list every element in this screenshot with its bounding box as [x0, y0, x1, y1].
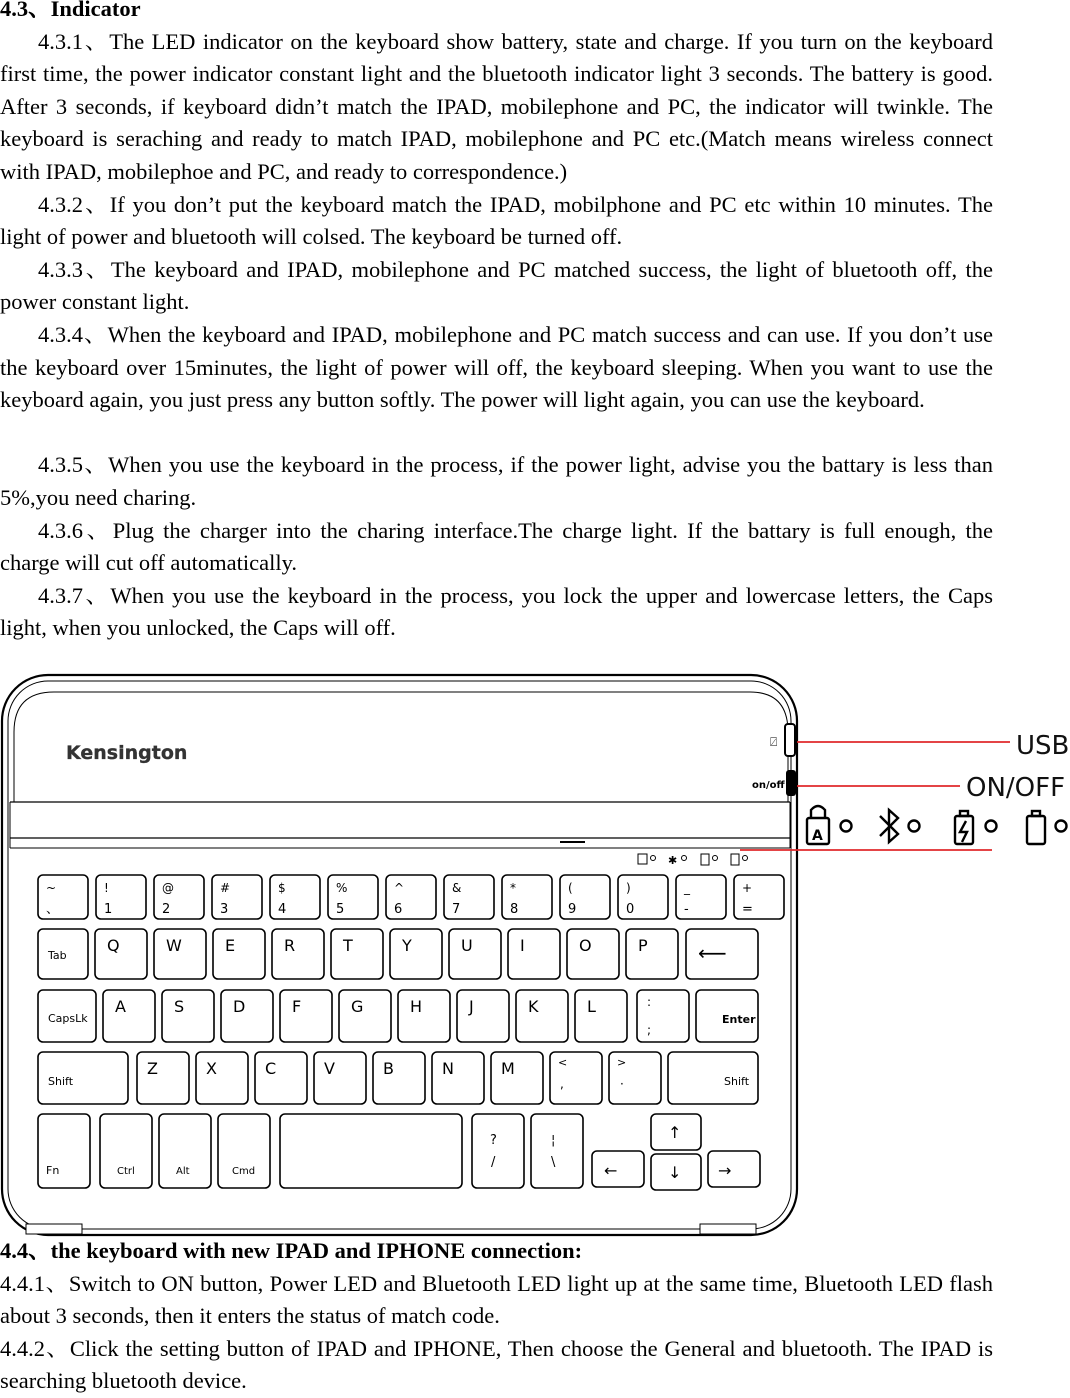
paragraph-4-3-1: 4.3.1、The LED indicator on the keyboard show battery, state and charge. If you turn on the keyboard first time, the power indicator constant light and the bluetooth indicator light 3 seconds. The battery is good. After 3 seconds, if keyboard didn’t match the IPAD, mobilephone and PC, the indicator will twinkle. The keyboard is seraching and ready to match IPAD, mobilephone and PC etc.(Match means wireless connect with IPAD, mobilephoe and PC, and ready to correspondence.)	[0, 28, 993, 184]
key-bottom-label: 0	[626, 902, 635, 917]
key-bottom-label: 4	[278, 902, 287, 917]
key-label: V	[324, 1059, 335, 1078]
svg-text:✱: ✱	[668, 854, 678, 867]
key-bottom-label: 2	[162, 902, 171, 917]
key-top-label: &	[452, 881, 462, 895]
key-label: A	[115, 997, 126, 1016]
key-N	[432, 1052, 484, 1104]
key-Z	[137, 1052, 189, 1104]
key-label: N	[442, 1059, 454, 1078]
key-semicolon	[637, 990, 689, 1042]
arrow-left-icon: ←	[604, 1161, 618, 1180]
key-bottom-label: 6	[394, 902, 403, 917]
key-D	[221, 990, 273, 1042]
onoff-callout-label: ON/OFF	[966, 773, 1066, 803]
backspace-icon: ⟵	[698, 941, 727, 965]
key-arrow-right	[708, 1151, 760, 1187]
key-label: I	[520, 936, 525, 955]
paragraph-4-3-2: 4.3.2、If you don’t put the keyboard match the IPAD, mobilphone and PC etc within 10 minutes. The light of power and bluetooth will colsed. The keyboard be turned off.	[0, 191, 993, 250]
key-I	[508, 929, 560, 979]
key-top-label: $	[278, 881, 286, 895]
key-V	[314, 1052, 366, 1104]
key-Y	[390, 929, 442, 979]
key-arrow-left	[592, 1151, 644, 1187]
key-label: L	[587, 997, 596, 1016]
key-top-label: <	[558, 1056, 568, 1069]
key-top-label: #	[220, 881, 231, 895]
key-label: R	[284, 936, 296, 955]
key-E	[213, 929, 265, 979]
key-label: Y	[402, 936, 412, 955]
key-P	[626, 929, 678, 979]
indicator-legend	[807, 806, 1067, 844]
key-top-label: _	[684, 881, 690, 895]
arrow-right-icon: →	[718, 1161, 732, 1180]
key-H	[398, 990, 450, 1042]
key-bottom-label: =	[742, 902, 753, 917]
key-label: CapsLk	[48, 1012, 88, 1025]
key-top-label: :	[647, 995, 652, 1009]
key-bottom-label: ,	[560, 1077, 564, 1091]
key-label: S	[174, 997, 185, 1016]
key-S	[162, 990, 214, 1042]
key-label: P	[638, 936, 648, 955]
key-top-label: ¦	[551, 1133, 556, 1148]
arrow-up-icon: ↑	[668, 1123, 682, 1142]
keyboard-diagram	[0, 672, 1070, 1240]
key-label: Fn	[46, 1164, 60, 1177]
section-4-4	[0, 1235, 993, 1398]
bluetooth-indicator-icon	[880, 810, 920, 842]
key-label: Shift	[724, 1075, 750, 1088]
key-label: Alt	[176, 1166, 190, 1177]
paragraph-4-3-3: 4.3.3、The keyboard and IPAD, mobilephone and PC matched success, the light of bluetooth off, the power constant light.	[0, 256, 993, 315]
arrow-down-icon: ↓	[668, 1163, 682, 1182]
key-X	[196, 1052, 248, 1104]
key-label: Shift	[48, 1075, 74, 1088]
key-top-label: !	[104, 881, 109, 895]
key-label: K	[528, 997, 539, 1016]
power-switch	[786, 770, 796, 796]
key-label: Enter	[722, 1013, 756, 1026]
key-bottom-label: /	[491, 1155, 496, 1170]
key-label: Q	[107, 936, 120, 955]
paragraph-4-3-5: 4.3.5、When you use the keyboard in the process, if the power light, advise you the battary is less than 5%,you need charing.	[0, 452, 993, 510]
key-label: W	[166, 936, 182, 955]
key-top-label: ~	[46, 881, 57, 895]
key-top-label: ^	[394, 881, 405, 895]
key-bottom-label: 5	[336, 902, 345, 917]
key-label: M	[501, 1059, 515, 1078]
paragraph-4-4-1: 4.4.1、Switch to ON button, Power LED and Bluetooth LED light up at the same time, Bluetooth LED flash about 3 seconds, then it enters the status of match code.	[0, 1270, 993, 1329]
key-U	[449, 929, 501, 979]
key-bottom-label: -	[684, 902, 689, 917]
key-top-label: (	[568, 881, 573, 895]
key-bottom-label: \	[551, 1155, 556, 1170]
key-bottom-label: 3	[220, 902, 229, 917]
key-bottom-label: 8	[510, 902, 519, 917]
key-label: Tab	[48, 949, 67, 962]
key-label: O	[579, 936, 592, 955]
key-top-label: *	[510, 881, 516, 895]
key-bottom-label: 、	[46, 902, 60, 917]
key-top-label: @	[162, 881, 174, 895]
key-J	[457, 990, 509, 1042]
key-bottom-label: 7	[452, 902, 461, 917]
key-R	[272, 929, 324, 979]
key-bottom-label: 1	[104, 902, 113, 917]
key-bottom-label: 9	[568, 902, 577, 917]
key-top-label: >	[617, 1056, 627, 1069]
key-B	[373, 1052, 425, 1104]
key-top-label: +	[742, 881, 753, 895]
key-label: T	[343, 936, 353, 955]
key-label: H	[410, 997, 423, 1016]
key-label: U	[461, 936, 473, 955]
paragraph-4-3-6: 4.3.6、Plug the charger into the charing interface.The charge light. If the battary is full enough, the charge will cut off automatically.	[0, 517, 993, 576]
key-Q	[95, 929, 147, 979]
key-top-label: )	[626, 881, 631, 895]
brand-logo: Kensington	[66, 742, 188, 764]
key-label: Ctrl	[117, 1166, 135, 1177]
key-label: J	[469, 997, 474, 1016]
key-label: Cmd	[232, 1166, 256, 1177]
charge-indicator-icon	[955, 811, 997, 844]
caps-lock-indicator-icon	[807, 806, 852, 844]
paragraph-4-3-4: 4.3.4、When the keyboard and IPAD, mobilephone and PC match success and can use. If you don’t use the keyboard over 15minutes, the light of power will off, the keyboard sleeping. When you want to use the keyboard again, you just press any button softly. The power will light again, you can use the keyboard.	[0, 321, 993, 413]
key-O	[567, 929, 619, 979]
paragraph-4-4-2: 4.4.2、Click the setting button of IPAD and IPHONE, Then choose the General and bluetooth. The IPAD is searching bluetooth device.	[0, 1335, 993, 1394]
key-F	[280, 990, 332, 1042]
key-top-label: ?	[490, 1133, 497, 1148]
key-label: Z	[147, 1059, 158, 1078]
onoff-label: on/off	[752, 780, 785, 791]
battery-indicator-icon	[1027, 811, 1067, 844]
usb-callout-label: USB	[1016, 731, 1070, 761]
section-heading-4-4: 4.4、the keyboard with new IPAD and IPHONE connection:	[0, 1238, 583, 1263]
key-M	[491, 1052, 543, 1104]
key-label: G	[351, 997, 364, 1016]
usb-port	[785, 724, 795, 756]
key-A	[103, 990, 155, 1042]
key-T	[331, 929, 383, 979]
key-label: D	[233, 997, 246, 1016]
key-label: B	[383, 1059, 394, 1078]
key-label: X	[206, 1059, 217, 1078]
key-slash	[472, 1114, 524, 1188]
key-C	[255, 1052, 307, 1104]
svg-text:A: A	[812, 828, 823, 844]
key-G	[339, 990, 391, 1042]
blank-line	[0, 417, 993, 450]
key-label: C	[265, 1059, 277, 1078]
key-L	[575, 990, 627, 1042]
key-space	[280, 1114, 462, 1188]
section-heading: 4.3、Indicator	[0, 0, 141, 21]
paragraph-4-3-7: 4.3.7、When you use the keyboard in the process, you lock the upper and lowercase letters, the Caps light, when you unlocked, the Caps will off.	[0, 582, 993, 641]
key-K	[516, 990, 568, 1042]
key-top-label: %	[336, 881, 348, 895]
key-label: F	[292, 997, 302, 1016]
key-label: E	[225, 936, 236, 955]
svg-text:⍁: ⍁	[770, 735, 778, 749]
key-bottom-label: ;	[647, 1023, 652, 1037]
key-bottom-label: ·	[620, 1077, 624, 1091]
key-pipe	[531, 1114, 583, 1188]
section-4-3	[0, 0, 993, 645]
